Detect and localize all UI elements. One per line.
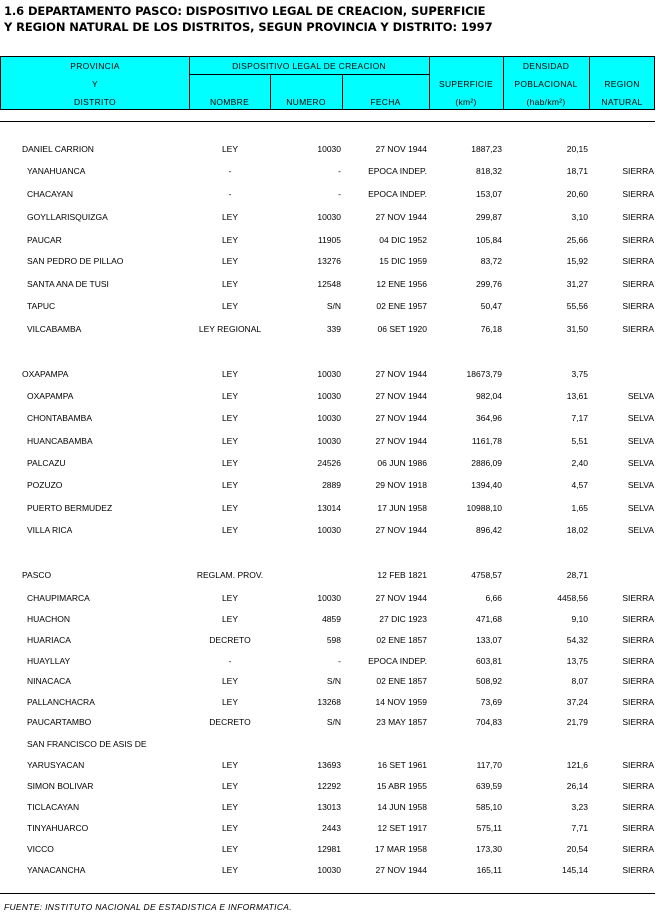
table-cell-sup: 117,70 (476, 760, 502, 770)
table-cell-den: 15,92 (566, 256, 588, 266)
table-cell-nombre: LEY REGIONAL (198, 324, 262, 334)
table-cell-sup: 76,18 (480, 324, 502, 334)
table-cell-nombre: LEY (221, 823, 239, 833)
table-cell-numero: 13014 (317, 503, 341, 513)
table-cell-fecha: 14 JUN 1958 (377, 802, 427, 812)
table-cell-nombre: - (228, 189, 232, 199)
table-cell-sup: 173,30 (476, 844, 502, 854)
header-superficie: SUPERFICIE (438, 79, 493, 89)
table-cell-fecha: 06 SET 1920 (377, 324, 427, 334)
table-cell-nombre: LEY (221, 676, 239, 686)
source-footnote: FUENTE: INSTITUTO NACIONAL DE ESTADISTICA E INFORMATICA. (4, 902, 292, 912)
table-cell-fecha: 27 NOV 1944 (375, 436, 427, 446)
table-cell-numero: 13268 (317, 697, 341, 707)
table-cell-nombre: LEY (221, 256, 239, 266)
table-cell-fecha: 27 NOV 1944 (375, 369, 427, 379)
table-cell-numero: 12292 (317, 781, 341, 791)
table-cell-reg: SIERRA (622, 256, 654, 266)
table-cell-reg: SIERRA (622, 717, 654, 727)
table-cell-den: 7,71 (571, 823, 588, 833)
table-cell-reg: SELVA (627, 413, 654, 423)
table-cell-sup: 1161,78 (471, 436, 502, 446)
table-cell-nombre: LEY (221, 279, 239, 289)
table-cell-sup: 1394,40 (471, 480, 502, 490)
table-cell-numero: 10030 (317, 391, 341, 401)
table-cell-name: PASCO (22, 570, 52, 580)
table-cell-sup: 639,59 (476, 781, 502, 791)
header-densidad-unit: (hab/km²) (526, 97, 566, 107)
table-cell-name: CHACAYAN (27, 189, 73, 199)
table-cell-name: TINYAHUARCO (27, 823, 89, 833)
header-nombre: NOMBRE (209, 97, 250, 107)
table-cell-nombre: LEY (221, 802, 239, 812)
table-cell-numero: 10030 (317, 436, 341, 446)
table-cell-nombre: LEY (221, 458, 239, 468)
table-cell-nombre: LEY (221, 614, 239, 624)
table-cell-den: 18,71 (566, 166, 588, 176)
table-cell-nombre: LEY (221, 525, 239, 535)
table-cell-fecha: EPOCA INDEP. (368, 166, 427, 176)
table-cell-fecha: EPOCA INDEP. (368, 189, 427, 199)
table-cell-sup: 818,32 (476, 166, 502, 176)
table-cell-name: OXAPAMPA (22, 369, 69, 379)
table-cell-reg: SIERRA (622, 301, 654, 311)
table-cell-name: TICLACAYAN (27, 802, 80, 812)
table-cell-den: 21,79 (566, 717, 588, 727)
table-cell-name: TAPUC (27, 301, 56, 311)
table-cell-nombre: LEY (221, 760, 239, 770)
table-cell-den: 28,71 (566, 570, 588, 580)
table-cell-numero: S/N (326, 301, 341, 311)
table-cell-fecha: 06 JUN 1986 (377, 458, 427, 468)
header-divider (189, 74, 429, 75)
table-bottom-rule (0, 893, 655, 894)
table-cell-name: VILCABAMBA (27, 324, 82, 334)
table-cell-reg: SIERRA (622, 166, 654, 176)
table-cell-name: PALLANCHACRA (27, 697, 95, 707)
table-cell-numero: 10030 (317, 865, 341, 875)
table-cell-name: HUARIACA (27, 635, 71, 645)
table-cell-sup: 1887,23 (471, 144, 502, 154)
table-cell-sup: 471,68 (476, 614, 502, 624)
table-cell-fecha: 27 NOV 1944 (375, 413, 427, 423)
table-cell-name: CHONTABAMBA (27, 413, 93, 423)
table-cell-fecha: 27 NOV 1944 (375, 391, 427, 401)
table-cell-numero: 24526 (317, 458, 341, 468)
table-cell-nombre: LEY (221, 413, 239, 423)
table-cell-numero: 13013 (317, 802, 341, 812)
table-cell-fecha: 27 NOV 1944 (375, 593, 427, 603)
table-cell-name: GOYLLARISQUIZGA (27, 212, 108, 222)
table-cell-nombre: LEY (221, 212, 239, 222)
table-cell-den: 3,10 (571, 212, 588, 222)
header-distrito: DISTRITO (74, 97, 116, 107)
table-cell-name: CHAUPIMARCA (27, 593, 90, 603)
header-numero: NUMERO (286, 97, 326, 107)
table-cell-sup: 6,66 (485, 593, 502, 603)
table-cell-nombre: LEY (221, 436, 239, 446)
table-cell-name: VILLA RICA (27, 525, 73, 535)
table-cell-name: HUANCABAMBA (27, 436, 93, 446)
table-cell-reg: SELVA (627, 480, 654, 490)
table-cell-reg: SIERRA (622, 614, 654, 624)
table-cell-den: 5,51 (571, 436, 588, 446)
table-cell-reg: SIERRA (622, 235, 654, 245)
header-bottom-rule (0, 121, 655, 122)
table-cell-den: 26,14 (566, 781, 588, 791)
table-cell-numero: 4859 (322, 614, 341, 624)
table-cell-den: 9,10 (571, 614, 588, 624)
table-cell-fecha: EPOCA INDEP. (368, 656, 427, 666)
table-cell-fecha: 27 NOV 1944 (375, 525, 427, 535)
table-cell-reg: SIERRA (622, 635, 654, 645)
table-cell-name: SANTA ANA DE TUSI (27, 279, 109, 289)
table-title (4, 3, 652, 35)
table-cell-reg: SIERRA (622, 760, 654, 770)
header-dispositivo: DISPOSITIVO LEGAL DE CREACION (232, 61, 386, 71)
table-cell-den: 2,40 (571, 458, 588, 468)
table-cell-fecha: 02 ENE 1957 (376, 301, 427, 311)
table-cell-den: 20,15 (566, 144, 588, 154)
table-cell-den: 13,75 (566, 656, 588, 666)
table-cell-sup: 133,07 (476, 635, 502, 645)
table-cell-sup: 299,87 (476, 212, 502, 222)
table-cell-den: 31,27 (566, 279, 588, 289)
table-cell-sup: 105,84 (476, 235, 502, 245)
table-cell-sup: 982,04 (476, 391, 502, 401)
table-cell-numero: S/N (326, 717, 341, 727)
table-cell-numero: 13276 (317, 256, 341, 266)
table-cell-fecha: 16 SET 1961 (377, 760, 427, 770)
table-cell-nombre: LEY (221, 369, 239, 379)
header-natural: NATURAL (601, 97, 643, 107)
table-cell-nombre: LEY (221, 503, 239, 513)
table-cell-fecha: 02 ENE 1857 (376, 676, 427, 686)
header-densidad: DENSIDAD (522, 61, 570, 71)
table-cell-name: HUAYLLAY (27, 656, 71, 666)
table-cell-reg: SIERRA (622, 697, 654, 707)
table-cell-nombre: LEY (221, 144, 239, 154)
table-cell-numero: - (338, 166, 341, 176)
table-cell-den: 8,07 (571, 676, 588, 686)
table-cell-sup: 153,07 (476, 189, 502, 199)
table-cell-sup: 165,11 (476, 865, 502, 875)
title-line-2: Y REGION NATURAL DE LOS DISTRITOS, SEGUN PROVINCIA Y DISTRITO: 1997 (4, 20, 493, 34)
table-cell-nombre: LEY (221, 301, 239, 311)
table-cell-fecha: 17 MAR 1958 (375, 844, 427, 854)
table-cell-fecha: 12 SET 1917 (377, 823, 427, 833)
table-cell-name: SAN PEDRO DE PILLAO (27, 256, 124, 266)
table-cell-name: PAUCARTAMBO (27, 717, 92, 727)
table-cell-sup: 603,81 (476, 656, 502, 666)
table-cell-numero: 598 (326, 635, 341, 645)
table-cell-den: 20,54 (566, 844, 588, 854)
table-cell-fecha: 12 FEB 1821 (377, 570, 427, 580)
table-cell-reg: SIERRA (622, 593, 654, 603)
table-cell-name: OXAPAMPA (27, 391, 74, 401)
table-cell-reg: SELVA (627, 503, 654, 513)
table-cell-numero: - (338, 189, 341, 199)
table-cell-numero: 11905 (317, 235, 341, 245)
table-cell-fecha: 15 ABR 1955 (376, 781, 427, 791)
table-cell-den: 37,24 (566, 697, 588, 707)
table-cell-den: 121,6 (566, 760, 588, 770)
table-cell-fecha: 15 DIC 1959 (379, 256, 427, 266)
table-cell-sup: 364,96 (476, 413, 502, 423)
table-cell-reg: SIERRA (622, 844, 654, 854)
table-cell-reg: SIERRA (622, 781, 654, 791)
table-cell-reg: SIERRA (622, 324, 654, 334)
table-cell-name: SAN FRANCISCO DE ASIS DE (27, 739, 147, 749)
table-cell-name: SIMON BOLIVAR (27, 781, 94, 791)
table-cell-den: 25,66 (566, 235, 588, 245)
table-cell-nombre: LEY (221, 781, 239, 791)
table-cell-numero: 10030 (317, 369, 341, 379)
table-cell-reg: SELVA (627, 458, 654, 468)
table-cell-name: HUACHON (27, 614, 70, 624)
table-cell-sup: 299,76 (476, 279, 502, 289)
table-cell-reg: SIERRA (622, 212, 654, 222)
table-cell-name: YARUSYACAN (27, 760, 85, 770)
table-cell-name: NINACACA (27, 676, 71, 686)
table-cell-den: 4,57 (571, 480, 588, 490)
header-y: Y (92, 79, 98, 89)
table-cell-den: 31,50 (566, 324, 588, 334)
table-cell-reg: SELVA (627, 525, 654, 535)
table-cell-den: 1,65 (571, 503, 588, 513)
table-cell-nombre: LEY (221, 391, 239, 401)
table-cell-reg: SIERRA (622, 279, 654, 289)
table-cell-den: 4458,56 (557, 593, 588, 603)
table-cell-sup: 10988,10 (466, 503, 502, 513)
table-cell-reg: SIERRA (622, 802, 654, 812)
table-cell-sup: 508,92 (476, 676, 502, 686)
table-cell-den: 145,14 (562, 865, 588, 875)
table-cell-sup: 704,83 (476, 717, 502, 727)
table-cell-sup: 18673,79 (466, 369, 502, 379)
table-cell-numero: 10030 (317, 144, 341, 154)
table-cell-numero: 10030 (317, 212, 341, 222)
table-cell-fecha: 12 ENE 1956 (376, 279, 427, 289)
table-cell-name: YANACANCHA (27, 865, 86, 875)
table-cell-reg: SIERRA (622, 865, 654, 875)
table-cell-reg: SIERRA (622, 823, 654, 833)
table-cell-sup: 2886,09 (471, 458, 502, 468)
table-cell-reg: SIERRA (622, 656, 654, 666)
table-cell-numero: 10030 (317, 413, 341, 423)
table-cell-numero: - (338, 656, 341, 666)
table-cell-reg: SIERRA (622, 189, 654, 199)
table-cell-sup: 896,42 (476, 525, 502, 535)
table-cell-name: VICCO (27, 844, 54, 854)
table-cell-fecha: 04 DIC 1952 (379, 235, 427, 245)
table-cell-nombre: REGLAM. PROV. (196, 570, 264, 580)
table-cell-den: 54,32 (566, 635, 588, 645)
table-cell-den: 20,60 (566, 189, 588, 199)
table-cell-name: PAUCAR (27, 235, 62, 245)
table-cell-fecha: 27 DIC 1923 (379, 614, 427, 624)
table-cell-numero: 2889 (322, 480, 341, 490)
table-cell-sup: 50,47 (480, 301, 502, 311)
table-cell-numero: S/N (326, 676, 341, 686)
table-cell-fecha: 27 NOV 1944 (375, 212, 427, 222)
table-cell-sup: 83,72 (480, 256, 502, 266)
table-cell-nombre: LEY (221, 235, 239, 245)
header-fecha: FECHA (370, 97, 401, 107)
table-cell-nombre: LEY (221, 865, 239, 875)
table-cell-sup: 4758,57 (471, 570, 502, 580)
table-cell-name: POZUZO (27, 480, 63, 490)
table-cell-sup: 585,10 (476, 802, 502, 812)
table-cell-nombre: DECRETO (209, 635, 251, 645)
table-cell-fecha: 14 NOV 1959 (375, 697, 427, 707)
table-cell-name: PALCAZU (27, 458, 66, 468)
table-cell-reg: SIERRA (622, 676, 654, 686)
table-cell-fecha: 27 NOV 1944 (375, 144, 427, 154)
table-cell-name: YANAHUANCA (27, 166, 86, 176)
table-cell-numero: 12548 (317, 279, 341, 289)
table-cell-nombre: DECRETO (209, 717, 251, 727)
table-cell-fecha: 17 JUN 1958 (377, 503, 427, 513)
table-cell-name: PUERTO BERMUDEZ (27, 503, 113, 513)
header-provincia: PROVINCIA (70, 61, 120, 71)
header-superficie-unit: (km²) (455, 97, 477, 107)
table-cell-nombre: LEY (221, 593, 239, 603)
table-cell-sup: 575,11 (476, 823, 502, 833)
header-region: REGION (604, 79, 640, 89)
table-cell-numero: 12981 (317, 844, 341, 854)
table-header (0, 56, 655, 110)
table-cell-numero: 2443 (322, 823, 341, 833)
table-cell-numero: 10030 (317, 593, 341, 603)
table-cell-den: 7,17 (571, 413, 588, 423)
table-cell-fecha: 02 ENE 1857 (376, 635, 427, 645)
table-cell-reg: SELVA (627, 391, 654, 401)
table-cell-numero: 13693 (317, 760, 341, 770)
table-cell-nombre: - (228, 166, 232, 176)
table-cell-fecha: 23 MAY 1857 (376, 717, 427, 727)
table-cell-fecha: 27 NOV 1944 (375, 865, 427, 875)
table-cell-den: 3,23 (571, 802, 588, 812)
table-cell-den: 3,75 (571, 369, 588, 379)
table-cell-nombre: LEY (221, 480, 239, 490)
table-cell-numero: 339 (326, 324, 341, 334)
table-cell-nombre: - (228, 656, 232, 666)
table-cell-den: 13,61 (566, 391, 588, 401)
table-cell-den: 55,56 (566, 301, 588, 311)
header-poblacional: POBLACIONAL (514, 79, 578, 89)
title-line-1: 1.6 DEPARTAMENTO PASCO: DISPOSITIVO LEGAL DE CREACION, SUPERFICIE (4, 4, 486, 18)
table-cell-nombre: LEY (221, 844, 239, 854)
table-cell-fecha: 29 NOV 1918 (375, 480, 427, 490)
table-cell-reg: SELVA (627, 436, 654, 446)
table-cell-numero: 10030 (317, 525, 341, 535)
table-cell-sup: 73,69 (480, 697, 502, 707)
table-cell-name: DANIEL CARRION (22, 144, 94, 154)
table-cell-nombre: LEY (221, 697, 239, 707)
table-cell-den: 18,02 (566, 525, 588, 535)
